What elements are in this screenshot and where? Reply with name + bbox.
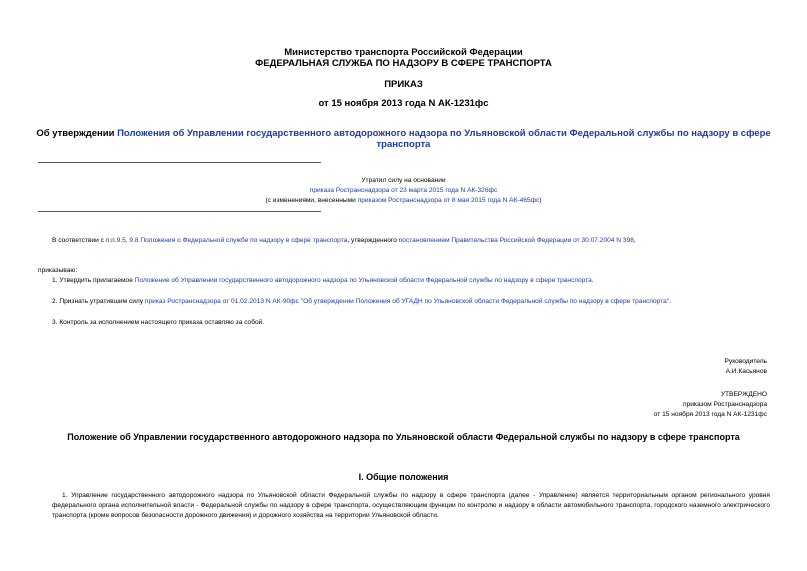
- approved-by: приказом Ространснадзора: [683, 401, 767, 408]
- annex-title: Положение об Управлении государственного автодорожного надзора по Ульяновской области Федеральной службы по надзору в сфере транспорта: [67, 432, 740, 442]
- repeal-order-link[interactable]: приказа Ространснадзора от 23 марта 2015 года N АК-326фс: [309, 187, 498, 194]
- preamble-text-3: ,: [633, 237, 636, 244]
- government-decree-link[interactable]: постановлением Правительства Российской Федерации от 30.07.2004 N 398: [398, 237, 634, 244]
- title-link[interactable]: Положения об Управлении государственного автодорожного надзора по Ульяновской области Федеральной службы по надзору в сфере: [117, 128, 771, 139]
- document-title-line2: [0, 139, 807, 150]
- document-title: [0, 128, 807, 139]
- amendment-prefix: (с изменениями, внесенными: [265, 197, 358, 204]
- item1-text: 1. Утвердить прилагаемое: [52, 277, 135, 284]
- item2-text: 2. Признать утратившим силу: [52, 298, 145, 305]
- section-1-title: I. Общие положения: [358, 472, 449, 482]
- amendment-order-link[interactable]: приказом Ространснадзора от 8 мая 2015 года N АК-465фс: [357, 197, 540, 204]
- repealed-order-link[interactable]: приказ Ространснадзора от 01.02.2013 N АК-90фс "Об утверждении Положения об УГАДН по Ульяновской области Федеральной службы по надзору в сфере транспорта": [144, 298, 670, 305]
- signature-name: А.И.Касьянов: [725, 368, 767, 375]
- signature-position: Руководитель: [724, 358, 767, 365]
- status-line1: Утратил силу на основании: [361, 177, 446, 184]
- ministry-name: Министерство транспорта Российской Федерации: [284, 47, 523, 58]
- annex-paragraph-1: 1. Управление государственного автодорожного надзора по Ульяновской области Федеральной службы по надзору в сфере транспорта (далее - Управление) является территориальным органом регионального уровня федерального органа исполнительной власти - Федеральной службы по надзору в сфере транспорта, осуществляющим функции по контролю и надзору в области автомобильного транспорта, городского наземного электрического транспорта (кроме вопросов безопасности дорожного движения) и дорожного хозяйства на территории Ульяновской области.: [52, 492, 770, 519]
- approved-date: от 15 ноября 2013 года N АК-1231фс: [653, 411, 767, 418]
- document-type: ПРИКАЗ: [384, 79, 423, 90]
- regulation-clauses-link[interactable]: п.п.9.5, 9.8 Положения о Федеральной службе по надзору в сфере транспорта: [105, 237, 348, 244]
- preamble: [52, 236, 636, 246]
- item2-end: .: [669, 298, 671, 305]
- document-date: от 15 ноября 2013 года N АК-1231фс: [318, 98, 489, 109]
- approved-label: УТВЕРЖДЕНО: [720, 391, 767, 398]
- title-prefix: Об утверждении: [36, 128, 118, 139]
- status-line3: [0, 196, 807, 205]
- title-link-continued[interactable]: транспорта: [376, 139, 431, 150]
- service-name: ФЕДЕРАЛЬНАЯ СЛУЖБА ПО НАДЗОРУ В СФЕРЕ ТРАНСПОРТА: [255, 58, 552, 69]
- order-word: приказываю:: [38, 267, 78, 274]
- top-divider: [38, 162, 321, 163]
- bottom-divider: [38, 211, 321, 212]
- item1-end: .: [591, 277, 594, 284]
- order-item-2: [52, 297, 671, 307]
- preamble-text-1: В соответствии с: [52, 237, 106, 244]
- order-item-1: [52, 276, 594, 286]
- preamble-text-2: , утвержденного: [347, 237, 399, 244]
- amendment-suffix: ): [539, 197, 542, 204]
- order-item-3: 3. Контроль за исполнением настоящего приказа оставляю за собой.: [52, 319, 265, 326]
- status-line2: [0, 186, 807, 195]
- regulation-link[interactable]: Положение об Управлении государственного автодорожного надзора по Ульяновской области Федеральной службы по надзору в сфере транспорта: [134, 277, 592, 284]
